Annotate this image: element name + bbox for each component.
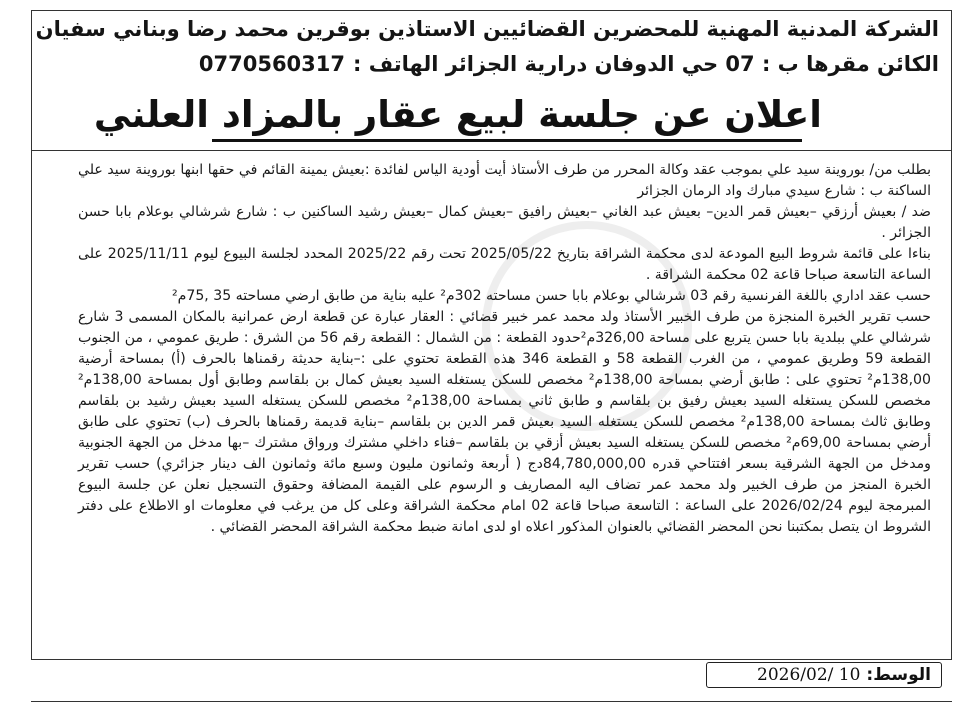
title-underline [212, 139, 802, 142]
notice-title: اعلان عن جلسة لبيع عقار بالمزاد العلني [93, 93, 822, 136]
paragraph-petitioner: بطلب من/ بوروينة سيد علي بموجب عقد وكالة المحرر من طرف الأستاذ أيت أودية الياس لفائدة :بعيش يمينة القائم في حقها ابنها بوروينة سيد علي الساكنة ب : شارع سيدي مبارك واد الرمان الجزائر [78, 162, 931, 199]
publication-date-value: 2026/02/ 10 [757, 665, 861, 685]
publication-date-label: الوسط: [866, 665, 931, 685]
paragraph-defendants: ضد / بعيش أرزقي –بعيش قمر الدين– بعيش عبد الغاني –بعيش رافيق –بعيش كمال –بعيش رشيد الساكنين ب : شارع شرشالي بوعلام بابا حسن الجزائر . [78, 204, 931, 241]
address-text: الكائن مقرها ب : 07 حي الدوفان درارية الجزائر الهاتف : [353, 52, 939, 76]
phone-number: 0770560317 [198, 52, 346, 76]
header-divider [32, 150, 951, 151]
bottom-rule [31, 701, 952, 702]
notice-body [78, 160, 931, 538]
paragraph-deed: حسب عقد اداري باللغة الفرنسية رقم 03 شرشالي بوعلام بابا حسن مساحته 302م² عليه بناية من طابق ارضي مساحته 35 ,75م² [171, 288, 931, 304]
publication-date-box [706, 662, 942, 688]
company-name-line: الشركة المدنية المهنية للمحضرين القضائيين الاستاذين بوقرين محمد رضا وبناني سفيان [35, 17, 939, 41]
notice-frame [31, 10, 952, 660]
company-address-line [199, 52, 939, 76]
paragraph-expertise: حسب تقرير الخبرة المنجزة من طرف الخبير الأستاذ ولد محمد عمر خبير قضائي : العقار عبارة عن قطعة ارض عمرانية بالمكان المسمى 3 شارع شرشالي علي ببلدية بابا حسن يتربع على مساحة 326,00م²حدود القطعة : من الشمال : القطعة رقم 56 من الشرق : طريق عمومي ، من الجنوب القطعة 59 وطريق عمومي ، من الغرب القطعة 58 و القطعة 346 هذه القطعة تحتوي على :–بناية حديثة رقمناها بالحرف (أ) بمساحة أرضية 138,00م² تحتوي على : طابق أرضي بمساحة 138,00م² مخصص للسكن يستغله السيد بعيش كمال بن بلقاسم وطابق أول بمساحة 138,00م² مخصص للسكن يستغله السيد بعيش رفيق بن بلقاسم و طابق ثاني بمساحة 138,00م² مخصص للسكن يستغله السيد بعيش رشيد بن بلقاسم وطابق ثالث بمساحة 138,00م² مخصص للسكن يستغله السيد بعيش قمر الدين بن بلقاسم –بناية قديمة رقمناها بالحرف (ب) تحتوي على طابق أرضي بمساحة 69,00م² مخصص للسكن يستغله السيد بعيش أزقي بن بلقاسم –فناء داخلي مشترك ورواق مشترك –بها مدخل من الجهة الجنوبية ومدخل من الجهة الشرقية بسعر افتتاحي قدره 84,780,000,00دج ( أربعة وثمانون مليون وسبع مائة وثمانون الف دينار جزائري) حسب تقرير الخبرة المنجز من طرف الخبير ولد محمد عمر تضاف اليه المصاريف و الرسوم على القيمة المضافة وحقوق التسجيل نعلن عن جلسة البيوع المبرمجة ليوم 2026/02/24 على الساعة : التاسعة صباحا قاعة 02 امام محكمة الشراقة وعلى كل من يرغب في معلومات او الاطلاع على دفتر الشروط ان يتصل بمكتبنا نحن المحضر القضائي بالعنوان المذكور اعلاه او لدى امانة ضبط محكمة الشراقة المحضر القضائي . [78, 309, 932, 535]
paragraph-conditions: بناءا على قائمة شروط البيع المودعة لدى محكمة الشراقة بتاريخ 2025/05/22 تحت رقم 2025/22 المحدد لجلسة البيوع ليوم 2025/11/11 على الساعة التاسعة صباحا قاعة 02 محكمة الشراقة . [78, 246, 931, 283]
